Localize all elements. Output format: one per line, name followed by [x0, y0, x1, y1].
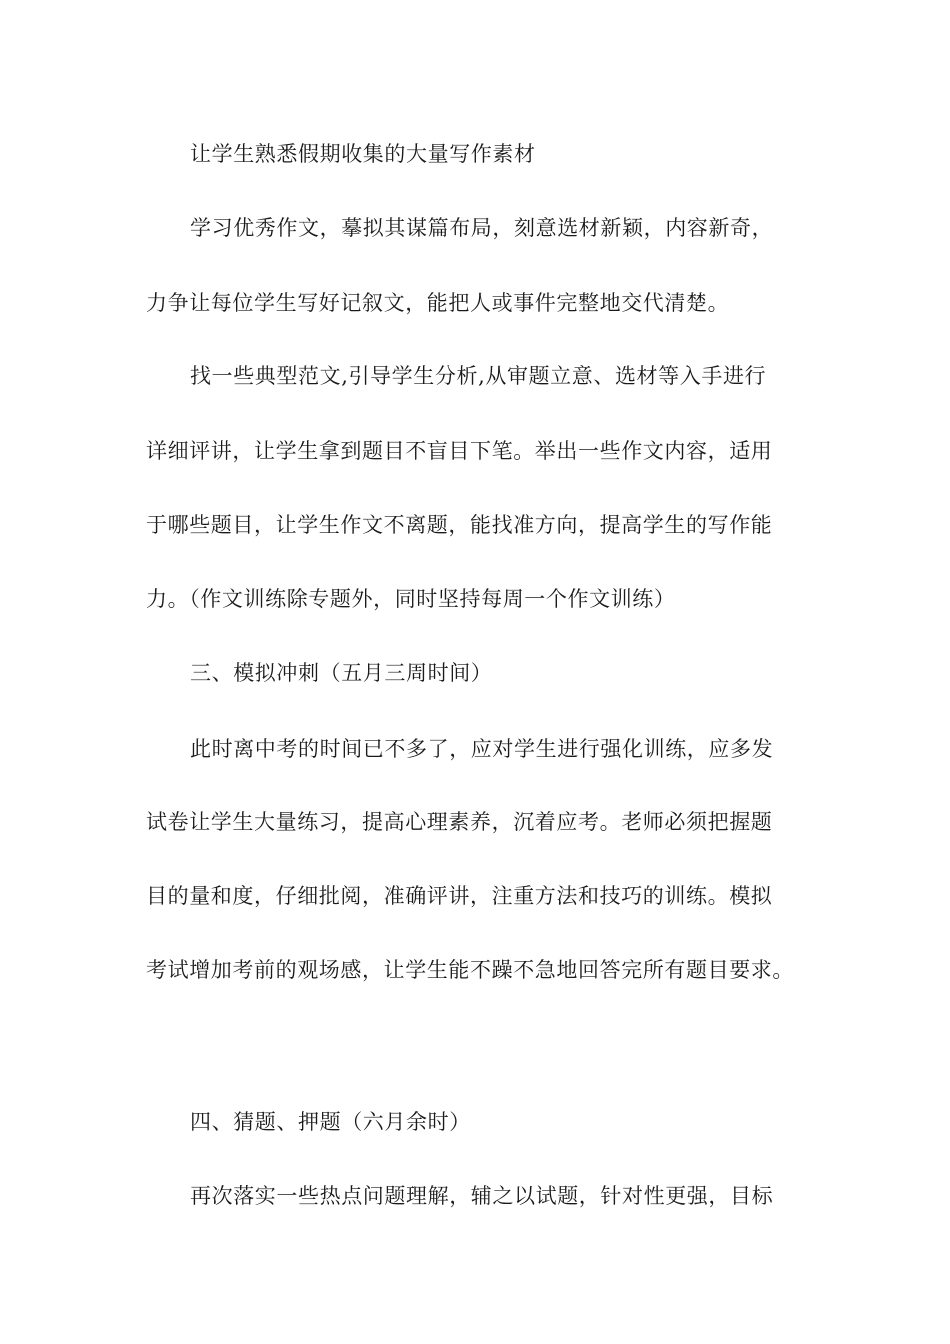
paragraph-line: 力。（作文训练除专题外，同时坚持每周一个作文训练）	[146, 587, 676, 611]
paragraph-line: 学习优秀作文，摹拟其谋篇布局，刻意选材新颖，内容新奇，	[190, 216, 774, 240]
paragraph-line: 目的量和度，仔细批阅，准确评讲，注重方法和技巧的训练。模拟	[146, 884, 773, 908]
paragraph-line: 详细评讲，让学生拿到题目不盲目下笔。举出一些作文内容，适用	[146, 439, 773, 463]
paragraph-line: 考试增加考前的观场感，让学生能不躁不急地回答完所有题目要求。	[146, 958, 794, 982]
section-heading: 三、模拟冲刺（五月三周时间）	[190, 661, 493, 685]
paragraph-line: 再次落实一些热点问题理解，辅之以试题，针对性更强，目标	[190, 1184, 774, 1208]
paragraph-line: 找一些典型范文,引导学生分析,从审题立意、选材等入手进行	[190, 364, 767, 388]
paragraph-line: 于哪些题目，让学生作文不离题，能找准方向，提高学生的写作能	[146, 513, 773, 537]
paragraph-line: 试卷让学生大量练习，提高心理素养，沉着应考。老师必须把握题	[146, 810, 773, 834]
paragraph-line: 让学生熟悉假期收集的大量写作素材	[190, 142, 536, 166]
paragraph-line: 力争让每位学生写好记叙文，能把人或事件完整地交代清楚。	[146, 291, 730, 315]
paragraph-line: 此时离中考的时间已不多了，应对学生进行强化训练，应多发	[190, 737, 774, 761]
section-heading: 四、猜题、押题（六月余时）	[190, 1110, 471, 1134]
